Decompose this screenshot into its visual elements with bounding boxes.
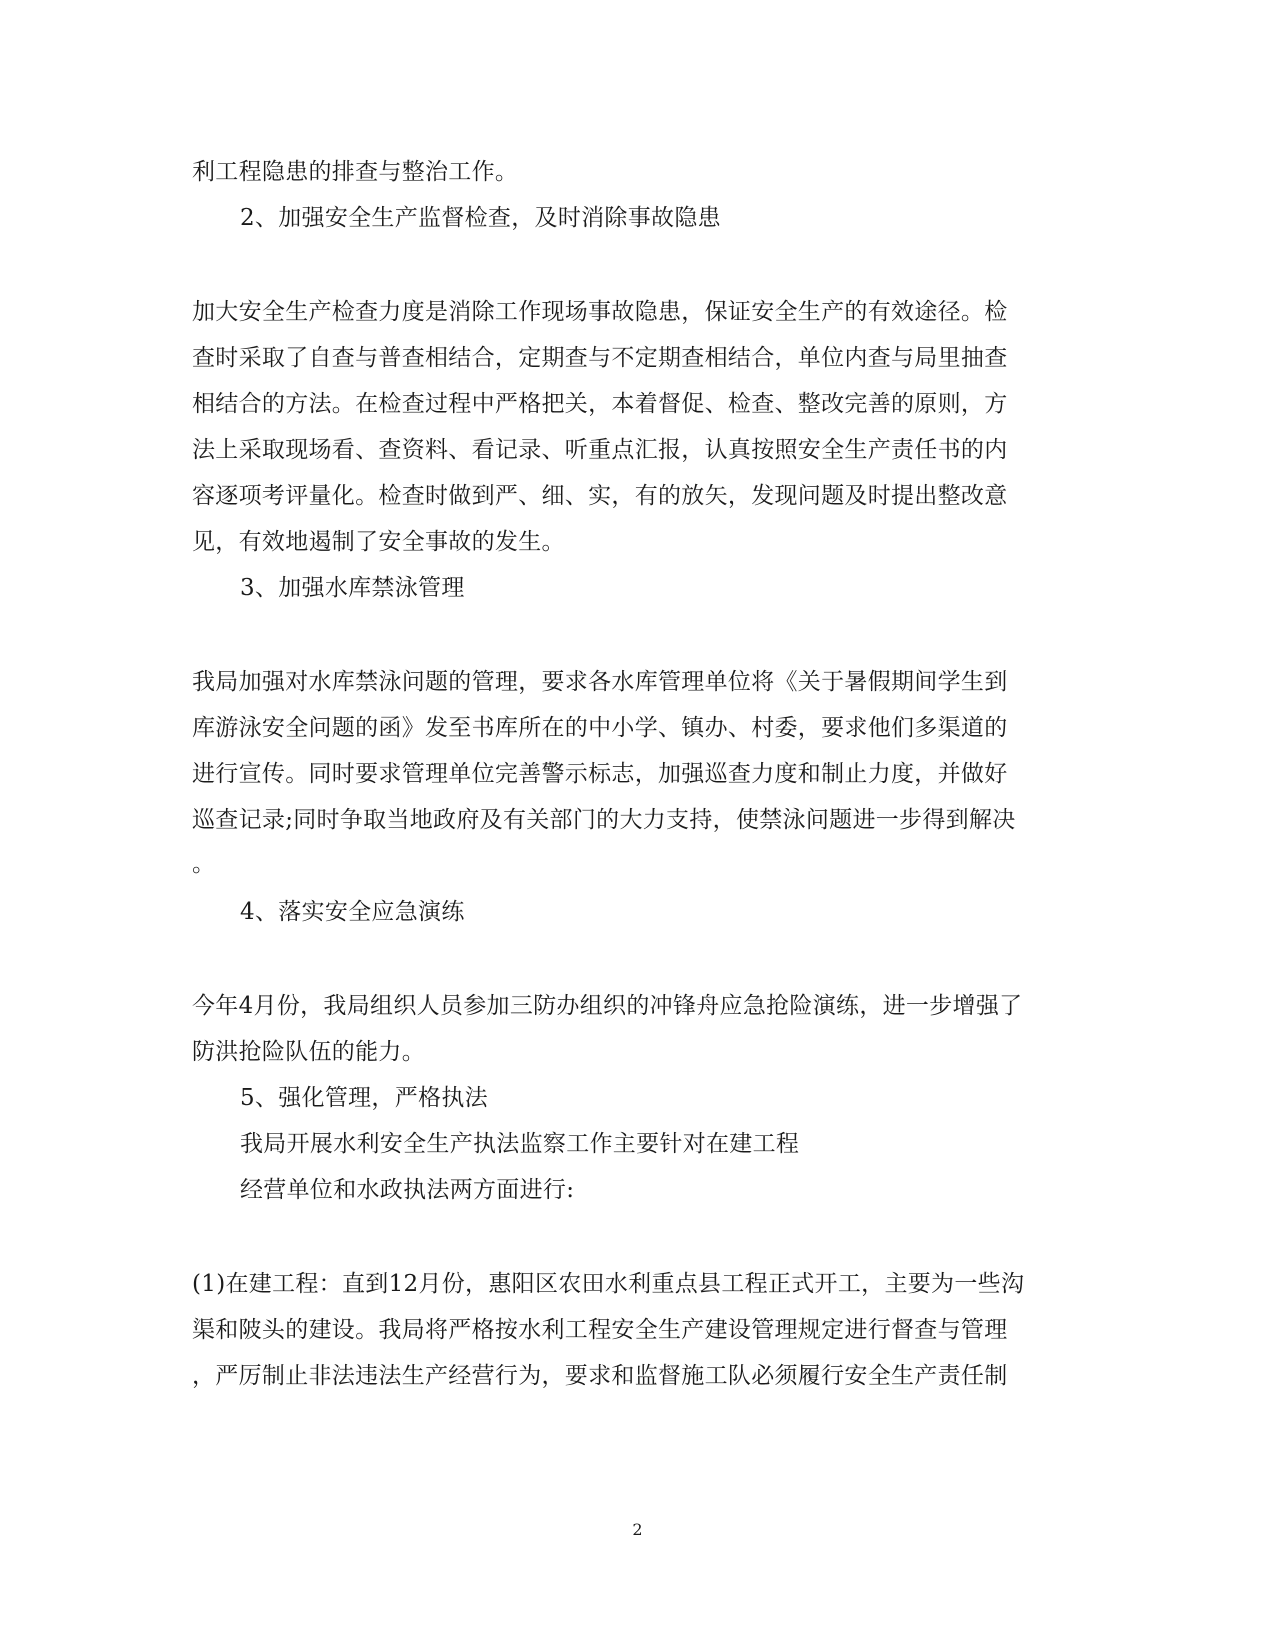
page-number: 2	[632, 1520, 643, 1539]
section-heading: 4、落实安全应急演练	[240, 899, 465, 925]
section-heading: 5、强化管理，严格执法	[240, 1085, 488, 1111]
text-line: 今年4月份，我局组织人员参加三防办组织的冲锋舟应急抢险演练，进一步增强了	[192, 993, 1023, 1019]
text-line: 法上采取现场看、查资料、看记录、听重点汇报，认真按照安全生产责任书的内	[192, 437, 1008, 463]
text-line: 我局开展水利安全生产执法监察工作主要针对在建工程	[240, 1131, 800, 1157]
text-line: ，严厉制止非法违法生产经营行为，要求和监督施工队必须履行安全生产责任制	[192, 1363, 1008, 1389]
text-line: 经营单位和水政执法两方面进行:	[240, 1177, 575, 1203]
text-line: (1)在建工程：直到12月份，惠阳区农田水利重点县工程正式开工，主要为一些沟	[192, 1271, 1025, 1297]
section-heading: 2、加强安全生产监督检查，及时消除事故隐患	[240, 205, 721, 231]
text-line: 进行宣传。同时要求管理单位完善警示标志，加强巡查力度和制止力度，并做好	[192, 761, 1008, 787]
text-line: 加大安全生产检查力度是消除工作现场事故隐患，保证安全生产的有效途径。检	[192, 299, 1008, 325]
text-line: 见，有效地遏制了安全事故的发生。	[192, 529, 565, 555]
text-line: 巡查记录;同时争取当地政府及有关部门的大力支持，使禁泳问题进一步得到解决	[192, 807, 1016, 833]
text-line: 相结合的方法。在检查过程中严格把关，本着督促、检查、整改完善的原则，方	[192, 391, 1008, 417]
text-line: 渠和陂头的建设。我局将严格按水利工程安全生产建设管理规定进行督查与管理	[192, 1317, 1008, 1343]
text-line: 。	[192, 851, 216, 877]
text-line: 容逐项考评量化。检查时做到严、细、实，有的放矢，发现问题及时提出整改意	[192, 483, 1008, 509]
text-line: 查时采取了自查与普查相结合，定期查与不定期查相结合，单位内查与局里抽查	[192, 345, 1008, 371]
text-line: 利工程隐患的排查与整治工作。	[192, 159, 519, 185]
text-line: 防洪抢险队伍的能力。	[192, 1039, 425, 1065]
section-heading: 3、加强水库禁泳管理	[240, 575, 465, 601]
text-line: 我局加强对水库禁泳问题的管理，要求各水库管理单位将《关于暑假期间学生到	[192, 669, 1008, 695]
text-line: 库游泳安全问题的函》发至书库所在的中小学、镇办、村委，要求他们多渠道的	[192, 715, 1008, 741]
